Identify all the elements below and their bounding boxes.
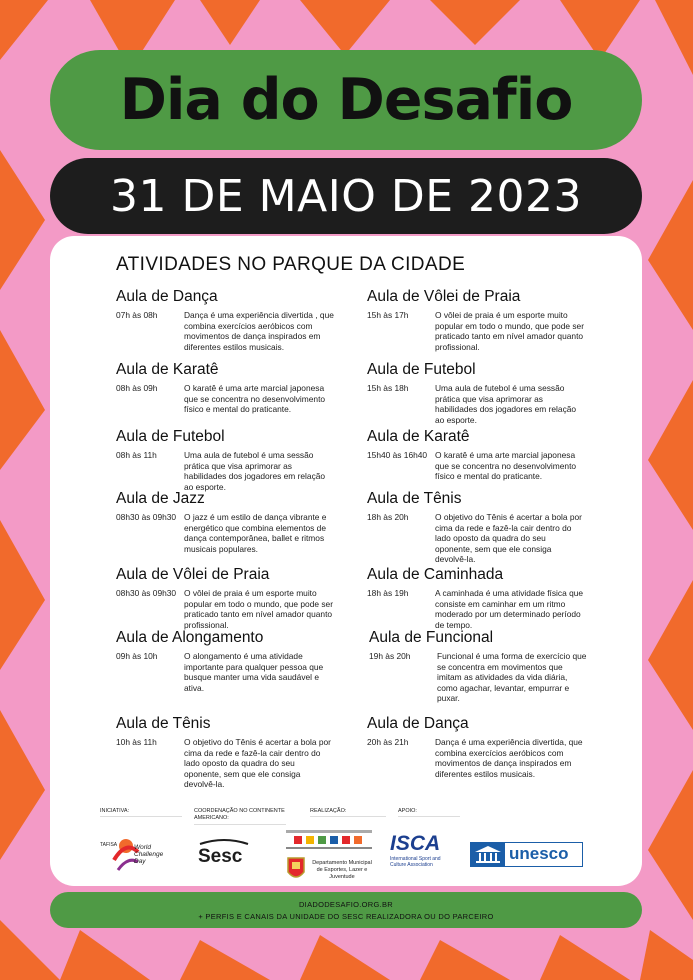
activity-time: 19h às 20h [369,651,411,661]
activity-item [116,428,356,492]
activity-title: Aula de Karatê [116,361,219,378]
event-date: 31 DE MAIO DE 2023 [110,170,582,222]
footer-website: DIADODESAFIO.ORG.BR [298,900,394,909]
activity-description: Uma aula de futebol é uma sessão prática que visa aprimorar as habilidades dos jogadores em relação ao esporte. [435,383,577,425]
activity-title: Aula de Futebol [367,361,476,378]
isca-text: ISCA [390,832,441,855]
activity-time: 07h às 08h [116,310,158,320]
activity-time: 08h30 às 09h30 [116,588,177,598]
activity-time: 15h às 17h [367,310,409,320]
activity-item [367,428,607,482]
activity-description: O vôlei de praia é um esporte muito popular em todo o mundo, que pode ser praticado tanto em nível amador quanto profissional. [184,588,333,630]
isca-logo [388,832,458,872]
activity-title: Aula de Dança [116,288,218,305]
activity-item [367,566,607,630]
tafisa-small-text: TAFISA [100,842,118,848]
isca-subtext: International Sport and Culture Association [390,856,441,868]
activity-item [116,629,356,693]
activity-description: O objetivo do Tênis é acertar a bola por cima da rede e fazê-la cair dentro do lado oposto da quadra do seu oponente, sem que ele consiga devolvê-la. [184,737,331,790]
label-realizacao: REALIZAÇÃO: [310,808,386,817]
activity-description: O karatê é uma arte marcial japonesa que se concentra no desenvolvimento físico e mental do praticante. [184,383,326,415]
secretaria-logo [286,830,372,852]
activity-title: Aula de Caminhada [367,566,504,583]
tafisa-logo [98,826,180,882]
prefeitura-text: Departamento Municipal de Esportes, Lazer e Juventude [312,860,372,880]
footer-note: + PERFIS E CANAIS DA UNIDADE DO SESC REALIZADORA OU DO PARCEIRO [198,912,494,921]
activity-time: 15h às 18h [367,383,409,393]
activity-description: Dança é uma experiência divertida, que combina exercícios aeróbicos com movimentos de dança inspirados em diferentes estilos musicais. [435,737,583,779]
sesc-logo [196,838,252,868]
activity-title: Aula de Vôlei de Praia [116,566,270,583]
activity-title: Aula de Alongamento [116,629,264,646]
activity-item [116,288,356,352]
activity-title: Aula de Vôlei de Praia [367,288,521,305]
activity-description: O alongamento é uma atividade importante para qualquer pessoa que busque manter uma vida saudável e ativa. [184,651,324,693]
activity-item [116,566,356,630]
activity-description: O karatê é uma arte marcial japonesa que se concentra no desenvolvimento físico e mental do praticante. [435,450,577,482]
label-iniciativa: INICIATIVA: [100,808,182,817]
activity-time: 08h às 11h [116,450,157,460]
activity-title: Aula de Tênis [367,490,462,507]
activity-item [116,715,356,790]
unesco-logo [470,842,583,867]
activity-item [367,715,607,779]
activity-description: Dança é uma experiência divertida , que combina exercícios aeróbicos com movimentos de dança inspirados em diferentes estilos musicais. [184,310,334,352]
activity-title: Aula de Jazz [116,490,205,507]
activity-description: O jazz é um estilo de dança vibrante e energético que combina elementos de dança contemporânea, ballet e ritmos musicais populares. [184,512,327,554]
activity-time: 18h às 20h [367,512,409,522]
activity-title: Aula de Tênis [116,715,211,732]
activity-description: O objetivo do Tênis é acertar a bola por cima da rede e fazê-la cair dentro do lado oposto da quadra do seu oponente, sem que ele consiga devolvê-la. [435,512,582,565]
activity-time: 10h às 11h [116,737,157,747]
activities-subtitle: ATIVIDADES NO PARQUE DA CIDADE [116,254,466,275]
activity-item [369,629,609,704]
activity-item [367,361,607,425]
activity-time: 20h às 21h [367,737,409,747]
activity-title: Aula de Futebol [116,428,225,445]
label-apoio: APOIO: [398,808,460,817]
sesc-text: Sesc [198,846,243,867]
activity-time: 09h às 10h [116,651,158,661]
activity-time: 08h30 às 09h30 [116,512,177,522]
activity-item [116,361,356,415]
footer-banner [50,892,642,928]
activity-item [367,490,607,565]
label-coordenacao: COORDENAÇÃO NO CONTINENTE AMERICANO: [194,808,286,825]
unesco-text: unesco [509,844,569,863]
activity-title: Aula de Funcional [369,629,494,646]
activity-title: Aula de Karatê [367,428,470,445]
date-banner [50,158,642,234]
tafisa-text: World Challenge Day [134,844,164,865]
activity-time: 18h às 19h [367,588,409,598]
activity-item [116,490,356,554]
activity-time: 08h às 09h [116,383,158,393]
activity-description: Uma aula de futebol é uma sessão prática que visa aprimorar as habilidades dos jogadores em relação ao esporte. [184,450,326,492]
activity-time: 15h40 às 16h40 [367,450,428,460]
activity-description: O vôlei de praia é um esporte muito popular em todo o mundo, que pode ser praticado tanto em nível amador quanto profissional. [435,310,584,352]
activity-title: Aula de Dança [367,715,469,732]
title-banner [50,50,642,150]
activity-description: A caminhada é uma atividade física que consiste em caminhar em um ritmo moderado por um determinado período de tempo. [435,588,584,630]
page-title: Dia do Desafio [119,67,573,133]
activity-item [367,288,607,352]
activity-description: Funcional é uma forma de exercício que se concentra em movimentos que imitam as atividades da vida diária, como agachar, levantar, empurrar e puxar. [437,651,587,704]
prefeitura-logo [286,856,376,884]
